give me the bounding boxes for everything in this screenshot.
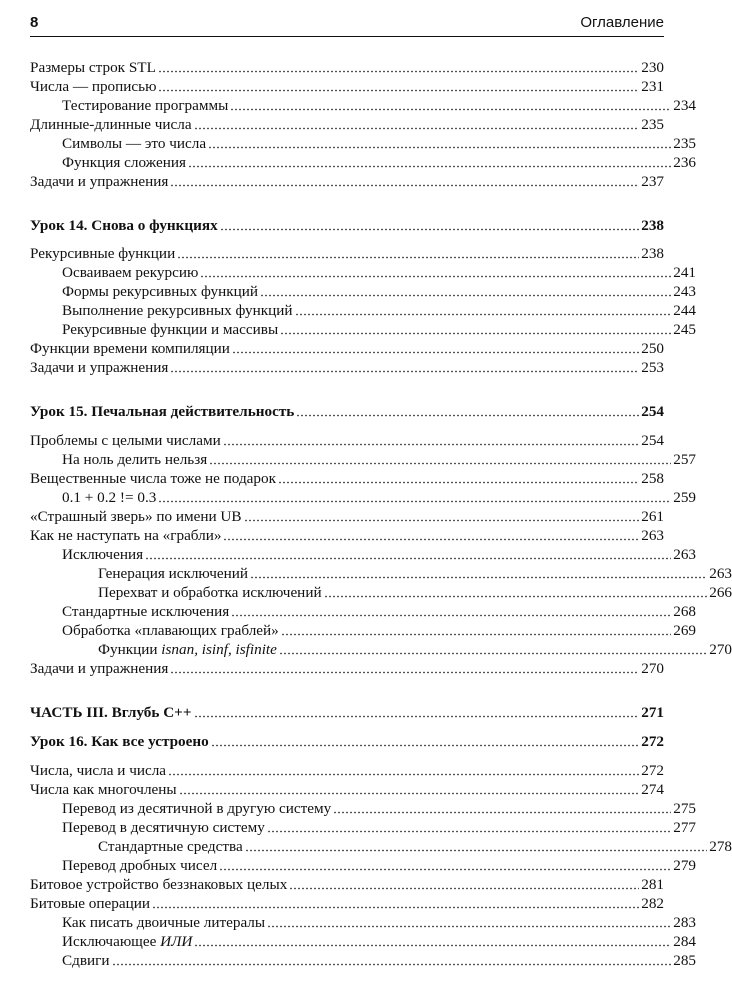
leader-dots xyxy=(209,455,671,465)
page-number: 8 xyxy=(30,14,39,31)
toc-entry[interactable] xyxy=(30,639,732,658)
section-title: Оглавление xyxy=(580,14,664,31)
toc-entry[interactable] xyxy=(30,874,664,893)
entry-title: 0.1 + 0.2 != 0.3 xyxy=(62,489,157,506)
entry-title: Стандартные исключения xyxy=(62,603,230,620)
entry-title: Перевод в десятичную систему xyxy=(62,819,265,836)
toc-entry[interactable] xyxy=(30,243,664,262)
leader-dots xyxy=(267,918,671,928)
entry-title: Выполнение рекурсивных функций xyxy=(62,302,293,319)
entry-page-number: 263 xyxy=(709,565,732,582)
toc-entry[interactable] xyxy=(30,76,664,95)
entry-title: Урок 16. Как все устроено xyxy=(30,733,209,750)
leader-dots xyxy=(177,249,639,259)
leader-dots xyxy=(324,588,708,598)
entry-page-number: 257 xyxy=(673,451,696,468)
entry-title: Исключающее ИЛИ xyxy=(62,933,193,950)
entry-title: Как не наступать на «грабли» xyxy=(30,527,222,544)
entry-page-number: 231 xyxy=(641,78,664,95)
leader-dots xyxy=(220,221,639,231)
entry-title: Перевод из десятичной в другую систему xyxy=(62,800,332,817)
leader-dots xyxy=(194,708,640,718)
entry-title: Урок 14. Снова о функциях xyxy=(30,217,218,234)
entry-page-number: 284 xyxy=(673,933,696,950)
leader-dots xyxy=(231,607,671,617)
toc-entry[interactable] xyxy=(30,855,696,874)
toc-entry[interactable] xyxy=(30,319,696,338)
entry-title: Стандартные средства xyxy=(98,838,243,855)
toc-entry[interactable] xyxy=(30,57,664,76)
toc-entry[interactable] xyxy=(30,262,696,281)
leader-dots xyxy=(260,287,671,297)
toc-entry[interactable] xyxy=(30,779,664,798)
toc-entry[interactable] xyxy=(30,817,696,836)
entry-title: Функции isnan, isinf, isfinite xyxy=(98,641,277,658)
page-header xyxy=(30,14,664,37)
leader-dots xyxy=(267,823,671,833)
leader-dots xyxy=(296,407,639,417)
leader-dots xyxy=(112,956,672,966)
entry-title: Числа как многочлены xyxy=(30,781,177,798)
leader-dots xyxy=(211,737,640,747)
toc-entry[interactable] xyxy=(30,798,696,817)
leader-dots xyxy=(200,268,671,278)
leader-dots xyxy=(333,804,671,814)
entry-page-number: 243 xyxy=(673,283,696,300)
entry-title: Осваиваем рекурсию xyxy=(62,264,199,281)
leader-dots xyxy=(145,550,671,560)
entry-page-number: 254 xyxy=(641,432,664,449)
leader-dots xyxy=(179,785,640,795)
toc-entry[interactable] xyxy=(30,338,664,357)
toc-chapter[interactable] xyxy=(30,731,664,750)
toc-entry[interactable] xyxy=(30,430,664,449)
toc-entry[interactable] xyxy=(30,281,696,300)
entry-title: Проблемы с целыми числами xyxy=(30,432,221,449)
toc-entry[interactable] xyxy=(30,152,696,171)
entry-page-number: 244 xyxy=(673,302,696,319)
leader-dots xyxy=(279,645,707,655)
entry-page-number: 235 xyxy=(641,116,664,133)
leader-dots xyxy=(244,512,640,522)
leader-dots xyxy=(295,306,672,316)
entry-page-number: 259 xyxy=(673,489,696,506)
leader-dots xyxy=(223,436,639,446)
entry-title: Функция сложения xyxy=(62,154,186,171)
entry-title: Задачи и упражнения xyxy=(30,359,169,376)
entry-title: Размеры строк STL xyxy=(30,59,156,76)
entry-page-number: 230 xyxy=(641,59,664,76)
entry-page-number: 258 xyxy=(641,470,664,487)
toc-chapter[interactable] xyxy=(30,401,664,420)
entry-title: Битовое устройство беззнаковых целых xyxy=(30,876,288,893)
toc-entry[interactable] xyxy=(30,912,696,931)
toc-part[interactable] xyxy=(30,702,664,721)
toc-entry[interactable] xyxy=(30,836,732,855)
entry-page-number: 253 xyxy=(641,359,664,376)
entry-page-number: 272 xyxy=(641,733,664,750)
entry-page-number: 234 xyxy=(673,97,696,114)
entry-page-number: 238 xyxy=(641,245,664,262)
entry-title: Перехват и обработка исключений xyxy=(98,584,322,601)
entry-title: Обработка «плавающих граблей» xyxy=(62,622,279,639)
leader-dots xyxy=(170,363,639,373)
entry-title: Битовые операции xyxy=(30,895,150,912)
entry-title: Числа, числа и числа xyxy=(30,762,167,779)
entry-page-number: 254 xyxy=(641,403,664,420)
entry-title: Рекурсивные функции и массивы xyxy=(62,321,279,338)
toc-entry[interactable] xyxy=(30,525,664,544)
toc-entry[interactable] xyxy=(30,300,696,319)
leader-dots xyxy=(158,63,639,73)
entry-page-number: 238 xyxy=(641,217,664,234)
entry-page-number: 272 xyxy=(641,762,664,779)
entry-page-number: 250 xyxy=(641,340,664,357)
leader-dots xyxy=(223,531,639,541)
toc-entry[interactable] xyxy=(30,950,696,969)
toc-entry[interactable] xyxy=(30,582,732,601)
toc-entry[interactable] xyxy=(30,468,664,487)
entry-page-number: 282 xyxy=(641,895,664,912)
leader-dots xyxy=(158,493,671,503)
toc-entry[interactable] xyxy=(30,133,696,152)
leader-dots xyxy=(278,474,639,484)
toc-entry[interactable] xyxy=(30,620,696,639)
leader-dots xyxy=(170,177,639,187)
leader-dots xyxy=(158,82,639,92)
entry-title: Числа — прописью xyxy=(30,78,157,95)
toc-entry[interactable] xyxy=(30,171,664,190)
entry-page-number: 275 xyxy=(673,800,696,817)
entry-page-number: 263 xyxy=(673,546,696,563)
entry-title: На ноль делить нельзя xyxy=(62,451,208,468)
entry-page-number: 270 xyxy=(641,660,664,677)
entry-title: Символы — это числа xyxy=(62,135,207,152)
entry-page-number: 278 xyxy=(709,838,732,855)
entry-title: «Страшный зверь» по имени UB xyxy=(30,508,242,525)
leader-dots xyxy=(194,937,671,947)
leader-dots xyxy=(152,899,639,909)
toc-entry[interactable] xyxy=(30,658,664,677)
entry-page-number: 235 xyxy=(673,135,696,152)
entry-page-number: 237 xyxy=(641,173,664,190)
entry-title: Вещественные числа тоже не подарок xyxy=(30,470,276,487)
entry-title: Формы рекурсивных функций xyxy=(62,283,258,300)
leader-dots xyxy=(250,569,707,579)
entry-title: Длинные-длинные числа xyxy=(30,116,192,133)
entry-page-number: 266 xyxy=(709,584,732,601)
leader-dots xyxy=(219,861,671,871)
entry-title: Тестирование программы xyxy=(62,97,229,114)
entry-page-number: 263 xyxy=(641,527,664,544)
toc-entry[interactable] xyxy=(30,487,696,506)
toc-entry[interactable] xyxy=(30,95,696,114)
leader-dots xyxy=(188,158,671,168)
entry-title: Задачи и упражнения xyxy=(30,660,169,677)
toc-entry[interactable] xyxy=(30,449,696,468)
entry-title: Как писать двоичные литералы xyxy=(62,914,266,931)
toc-entry[interactable] xyxy=(30,114,664,133)
entry-page-number: 270 xyxy=(709,641,732,658)
entry-page-number: 269 xyxy=(673,622,696,639)
entry-page-number: 245 xyxy=(673,321,696,338)
entry-page-number: 236 xyxy=(673,154,696,171)
entry-page-number: 261 xyxy=(641,508,664,525)
leader-dots xyxy=(245,842,708,852)
entry-page-number: 283 xyxy=(673,914,696,931)
entry-title: Генерация исключений xyxy=(98,565,248,582)
entry-title: Функции времени компиляции xyxy=(30,340,230,357)
leader-dots xyxy=(281,626,671,636)
entry-page-number: 285 xyxy=(673,952,696,969)
toc-entry[interactable] xyxy=(30,760,664,779)
entry-title: ЧАСТЬ III. Вглубь C++ xyxy=(30,704,192,721)
toc-chapter[interactable] xyxy=(30,215,664,234)
entry-page-number: 274 xyxy=(641,781,664,798)
toc-entry[interactable] xyxy=(30,601,696,620)
entry-title: Урок 15. Печальная действительность xyxy=(30,403,295,420)
entry-page-number: 268 xyxy=(673,603,696,620)
entry-title: Перевод дробных чисел xyxy=(62,857,218,874)
toc-entry[interactable] xyxy=(30,563,732,582)
leader-dots xyxy=(170,664,639,674)
toc-entry[interactable] xyxy=(30,893,664,912)
entry-page-number: 277 xyxy=(673,819,696,836)
entry-page-number: 271 xyxy=(641,704,664,721)
leader-dots xyxy=(289,880,639,890)
leader-dots xyxy=(168,766,639,776)
entry-title: Задачи и упражнения xyxy=(30,173,169,190)
toc-entry[interactable] xyxy=(30,544,696,563)
entry-page-number: 281 xyxy=(641,876,664,893)
toc-entry[interactable] xyxy=(30,506,664,525)
toc-entry[interactable] xyxy=(30,931,696,950)
toc-entry[interactable] xyxy=(30,357,664,376)
entry-title: Исключения xyxy=(62,546,144,563)
leader-dots xyxy=(232,344,639,354)
leader-dots xyxy=(280,325,671,335)
leader-dots xyxy=(208,139,671,149)
leader-dots xyxy=(230,101,671,111)
leader-dots xyxy=(194,120,640,130)
entry-page-number: 241 xyxy=(673,264,696,281)
entry-page-number: 279 xyxy=(673,857,696,874)
entry-title: Рекурсивные функции xyxy=(30,245,176,262)
entry-title: Сдвиги xyxy=(62,952,110,969)
